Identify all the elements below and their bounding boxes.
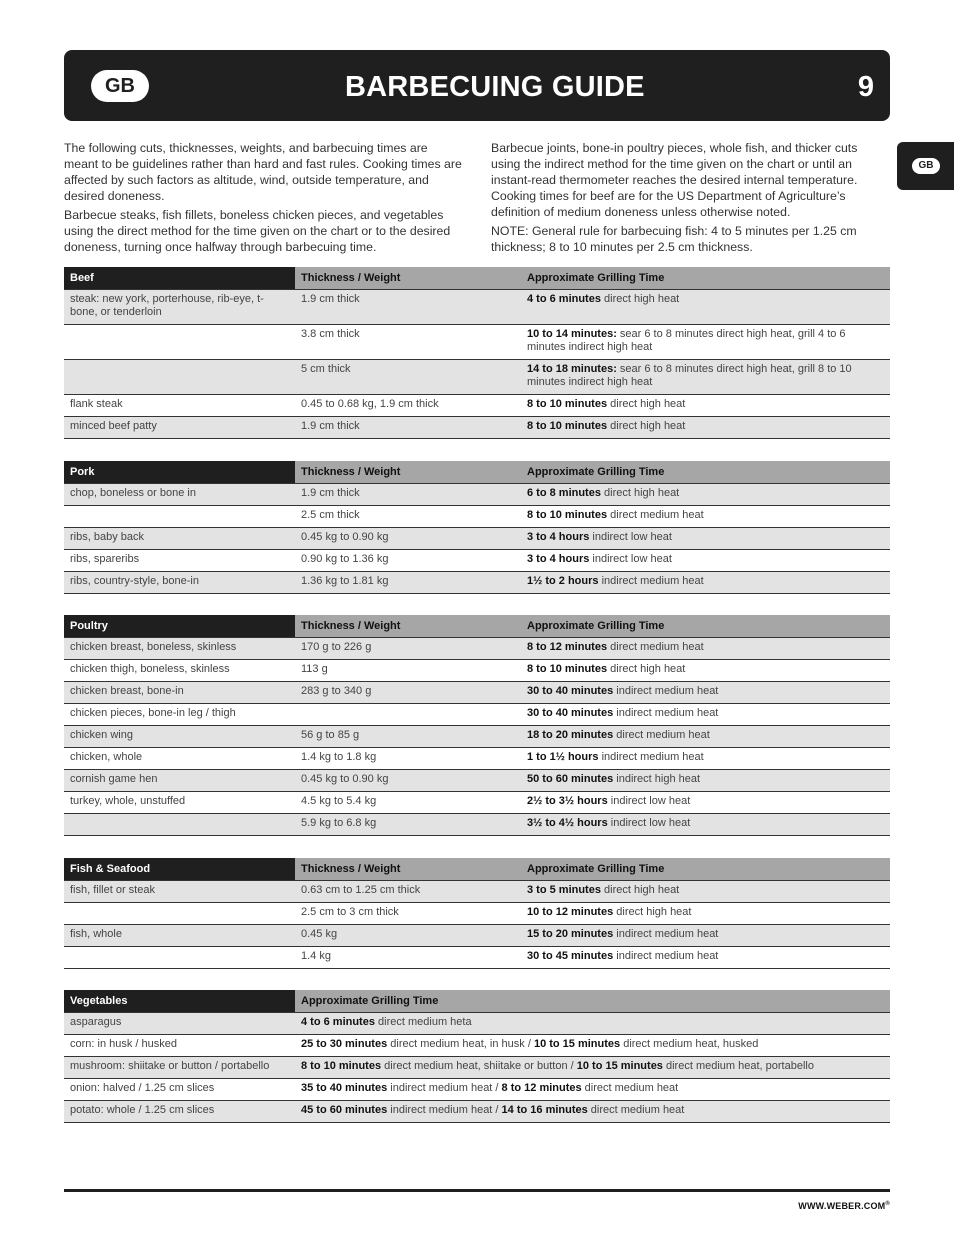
intro-paragraph: The following cuts, thicknesses, weights, and barbecuing times are meant to be guidelines rather than hard and fast rules. Cooking times are affected by such factors as altitude, wind, outside temperature, and desired doneness. xyxy=(64,141,462,203)
table-row xyxy=(64,1056,890,1078)
table-row xyxy=(64,791,890,813)
size-cell: 56 g to 85 g xyxy=(295,725,521,747)
size-cell: 0.45 kg xyxy=(295,924,521,946)
time-cell: 14 to 18 minutes: sear 6 to 8 minutes direct high heat, grill 8 to 10 minutes indirect high heat xyxy=(521,359,890,394)
time-cell: 6 to 8 minutes direct high heat xyxy=(521,483,890,505)
cut-cell: chicken breast, bone-in xyxy=(64,681,295,703)
page-header xyxy=(64,50,890,121)
time-cell: 1½ to 2 hours indirect medium heat xyxy=(521,571,890,593)
vegetable-cell: asparagus xyxy=(64,1012,295,1034)
table-row xyxy=(64,1078,890,1100)
cut-cell: chicken thigh, boneless, skinless xyxy=(64,659,295,681)
intro-right-column xyxy=(491,140,883,258)
table-row xyxy=(64,527,890,549)
table-row xyxy=(64,725,890,747)
vegetable-cell: mushroom: shiitake or button / portabello xyxy=(64,1056,295,1078)
cut-cell: chicken, whole xyxy=(64,747,295,769)
cut-cell: ribs, baby back xyxy=(64,527,295,549)
size-cell: 0.45 kg to 0.90 kg xyxy=(295,527,521,549)
size-cell xyxy=(295,703,521,725)
cut-cell xyxy=(64,359,295,394)
size-cell: 1.4 kg to 1.8 kg xyxy=(295,747,521,769)
time-cell: 10 to 14 minutes: sear 6 to 8 minutes direct high heat, grill 4 to 6 minutes indirect high heat xyxy=(521,324,890,359)
time-cell: 4 to 6 minutes direct high heat xyxy=(521,289,890,324)
size-cell: 0.45 kg to 0.90 kg xyxy=(295,769,521,791)
time-cell: 3 to 5 minutes direct high heat xyxy=(521,880,890,902)
table-row xyxy=(64,1034,890,1056)
size-cell: 2.5 cm to 3 cm thick xyxy=(295,902,521,924)
time-cell: 8 to 12 minutes direct medium heat xyxy=(521,637,890,659)
table-row xyxy=(64,659,890,681)
time-cell: 45 to 60 minutes indirect medium heat / 14 to 16 minutes direct medium heat xyxy=(295,1100,890,1122)
column-header: Approximate Grilling Time xyxy=(295,990,890,1012)
intro-paragraph: NOTE: General rule for barbecuing fish: 4 to 5 minutes per 1.25 cm thickness; 8 to 10 minutes per 2.5 cm thickness. xyxy=(491,224,857,254)
category-header: Vegetables xyxy=(64,990,295,1012)
side-tab-label: GB xyxy=(912,158,940,174)
table-row xyxy=(64,394,890,416)
table-row xyxy=(64,747,890,769)
cut-cell: fish, fillet or steak xyxy=(64,880,295,902)
time-cell: 3 to 4 hours indirect low heat xyxy=(521,527,890,549)
table-row xyxy=(64,1012,890,1034)
time-cell: 8 to 10 minutes direct medium heat xyxy=(521,505,890,527)
vegetable-cell: potato: whole / 1.25 cm slices xyxy=(64,1100,295,1122)
table-row xyxy=(64,571,890,593)
time-cell: 18 to 20 minutes direct medium heat xyxy=(521,725,890,747)
language-side-tab[interactable] xyxy=(897,142,954,190)
time-cell: 35 to 40 minutes indirect medium heat / 8 to 12 minutes direct medium heat xyxy=(295,1078,890,1100)
cut-cell xyxy=(64,324,295,359)
time-cell: 25 to 30 minutes direct medium heat, in husk / 10 to 15 minutes direct medium heat, husked xyxy=(295,1034,890,1056)
table-row xyxy=(64,549,890,571)
category-header: Fish & Seafood xyxy=(64,858,295,880)
size-cell: 1.9 cm thick xyxy=(295,483,521,505)
time-cell: 30 to 40 minutes indirect medium heat xyxy=(521,681,890,703)
table-row xyxy=(64,703,890,725)
fish-seafood-table xyxy=(64,858,890,969)
time-cell: 10 to 12 minutes direct high heat xyxy=(521,902,890,924)
time-cell: 8 to 10 minutes direct high heat xyxy=(521,659,890,681)
size-cell: 3.8 cm thick xyxy=(295,324,521,359)
time-cell: 30 to 45 minutes indirect medium heat xyxy=(521,946,890,968)
table-row xyxy=(64,880,890,902)
table-row xyxy=(64,924,890,946)
page-title: BARBECUING GUIDE xyxy=(345,71,645,103)
size-cell: 1.9 cm thick xyxy=(295,416,521,438)
time-cell: 8 to 10 minutes direct high heat xyxy=(521,394,890,416)
time-cell: 8 to 10 minutes direct high heat xyxy=(521,416,890,438)
column-header: Approximate Grilling Time xyxy=(521,615,890,637)
table-row xyxy=(64,769,890,791)
size-cell: 0.90 kg to 1.36 kg xyxy=(295,549,521,571)
size-cell: 1.9 cm thick xyxy=(295,289,521,324)
time-cell: 1 to 1½ hours indirect medium heat xyxy=(521,747,890,769)
time-cell: 8 to 10 minutes direct medium heat, shiitake or button / 10 to 15 minutes direct medium heat, portabello xyxy=(295,1056,890,1078)
cut-cell xyxy=(64,505,295,527)
cut-cell: steak: new york, porterhouse, rib-eye, t-bone, or tenderloin xyxy=(64,289,295,324)
table-row xyxy=(64,902,890,924)
cut-cell: cornish game hen xyxy=(64,769,295,791)
size-cell: 2.5 cm thick xyxy=(295,505,521,527)
vegetable-cell: onion: halved / 1.25 cm slices xyxy=(64,1078,295,1100)
pork-table xyxy=(64,461,890,594)
time-cell: 3 to 4 hours indirect low heat xyxy=(521,549,890,571)
size-cell: 0.45 to 0.68 kg, 1.9 cm thick xyxy=(295,394,521,416)
table-row xyxy=(64,637,890,659)
time-cell: 15 to 20 minutes indirect medium heat xyxy=(521,924,890,946)
table-row xyxy=(64,1100,890,1122)
cut-cell: chicken wing xyxy=(64,725,295,747)
intro-paragraph: Barbecue steaks, fish fillets, boneless chicken pieces, and vegetables using the direct method for the time given on the chart or to the desired doneness, turning once halfway through barbecuing time. xyxy=(64,208,451,254)
time-cell: 30 to 40 minutes indirect medium heat xyxy=(521,703,890,725)
time-cell: 50 to 60 minutes indirect high heat xyxy=(521,769,890,791)
column-header: Thickness / Weight xyxy=(295,615,521,637)
footer-divider xyxy=(64,1189,890,1192)
cut-cell: chop, boneless or bone in xyxy=(64,483,295,505)
size-cell: 113 g xyxy=(295,659,521,681)
column-header: Thickness / Weight xyxy=(295,461,521,483)
size-cell: 5.9 kg to 6.8 kg xyxy=(295,813,521,835)
table-row xyxy=(64,289,890,324)
intro-paragraph: Barbecue joints, bone-in poultry pieces, whole fish, and thicker cuts using the indirect method for the time given on the chart or until an instant-read thermometer reaches the desired internal temperature. Cooking times for beef are for the US Department of Agriculture’s definition of medium doneness unless otherwise noted. xyxy=(491,141,858,219)
size-cell: 4.5 kg to 5.4 kg xyxy=(295,791,521,813)
cut-cell xyxy=(64,946,295,968)
intro-left-column xyxy=(64,140,464,258)
size-cell: 0.63 cm to 1.25 cm thick xyxy=(295,880,521,902)
page-number: 9 xyxy=(857,71,874,103)
language-badge: GB xyxy=(91,70,149,102)
size-cell: 170 g to 226 g xyxy=(295,637,521,659)
column-header: Approximate Grilling Time xyxy=(521,858,890,880)
table-row xyxy=(64,681,890,703)
cut-cell xyxy=(64,902,295,924)
table-row xyxy=(64,416,890,438)
cut-cell: chicken pieces, bone-in leg / thigh xyxy=(64,703,295,725)
beef-table xyxy=(64,267,890,439)
table-row xyxy=(64,324,890,359)
column-header: Thickness / Weight xyxy=(295,267,521,289)
footer-website-link[interactable]: WWW.WEBER.COM® xyxy=(798,1201,890,1211)
category-header: Poultry xyxy=(64,615,295,637)
table-row xyxy=(64,483,890,505)
time-cell: 2½ to 3½ hours indirect low heat xyxy=(521,791,890,813)
category-header: Beef xyxy=(64,267,295,289)
table-row xyxy=(64,813,890,835)
cut-cell: flank steak xyxy=(64,394,295,416)
column-header: Approximate Grilling Time xyxy=(521,267,890,289)
column-header: Thickness / Weight xyxy=(295,858,521,880)
cut-cell xyxy=(64,813,295,835)
cut-cell: turkey, whole, unstuffed xyxy=(64,791,295,813)
vegetables-table xyxy=(64,990,890,1123)
column-header: Approximate Grilling Time xyxy=(521,461,890,483)
cut-cell: ribs, spareribs xyxy=(64,549,295,571)
cut-cell: fish, whole xyxy=(64,924,295,946)
vegetable-cell: corn: in husk / husked xyxy=(64,1034,295,1056)
cut-cell: minced beef patty xyxy=(64,416,295,438)
cut-cell: chicken breast, boneless, skinless xyxy=(64,637,295,659)
time-cell: 3½ to 4½ hours indirect low heat xyxy=(521,813,890,835)
table-row xyxy=(64,946,890,968)
table-row xyxy=(64,505,890,527)
table-row xyxy=(64,359,890,394)
cut-cell: ribs, country-style, bone-in xyxy=(64,571,295,593)
category-header: Pork xyxy=(64,461,295,483)
time-cell: 4 to 6 minutes direct medium heta xyxy=(295,1012,890,1034)
size-cell: 1.4 kg xyxy=(295,946,521,968)
size-cell: 1.36 kg to 1.81 kg xyxy=(295,571,521,593)
poultry-table xyxy=(64,615,890,836)
size-cell: 5 cm thick xyxy=(295,359,521,394)
size-cell: 283 g to 340 g xyxy=(295,681,521,703)
